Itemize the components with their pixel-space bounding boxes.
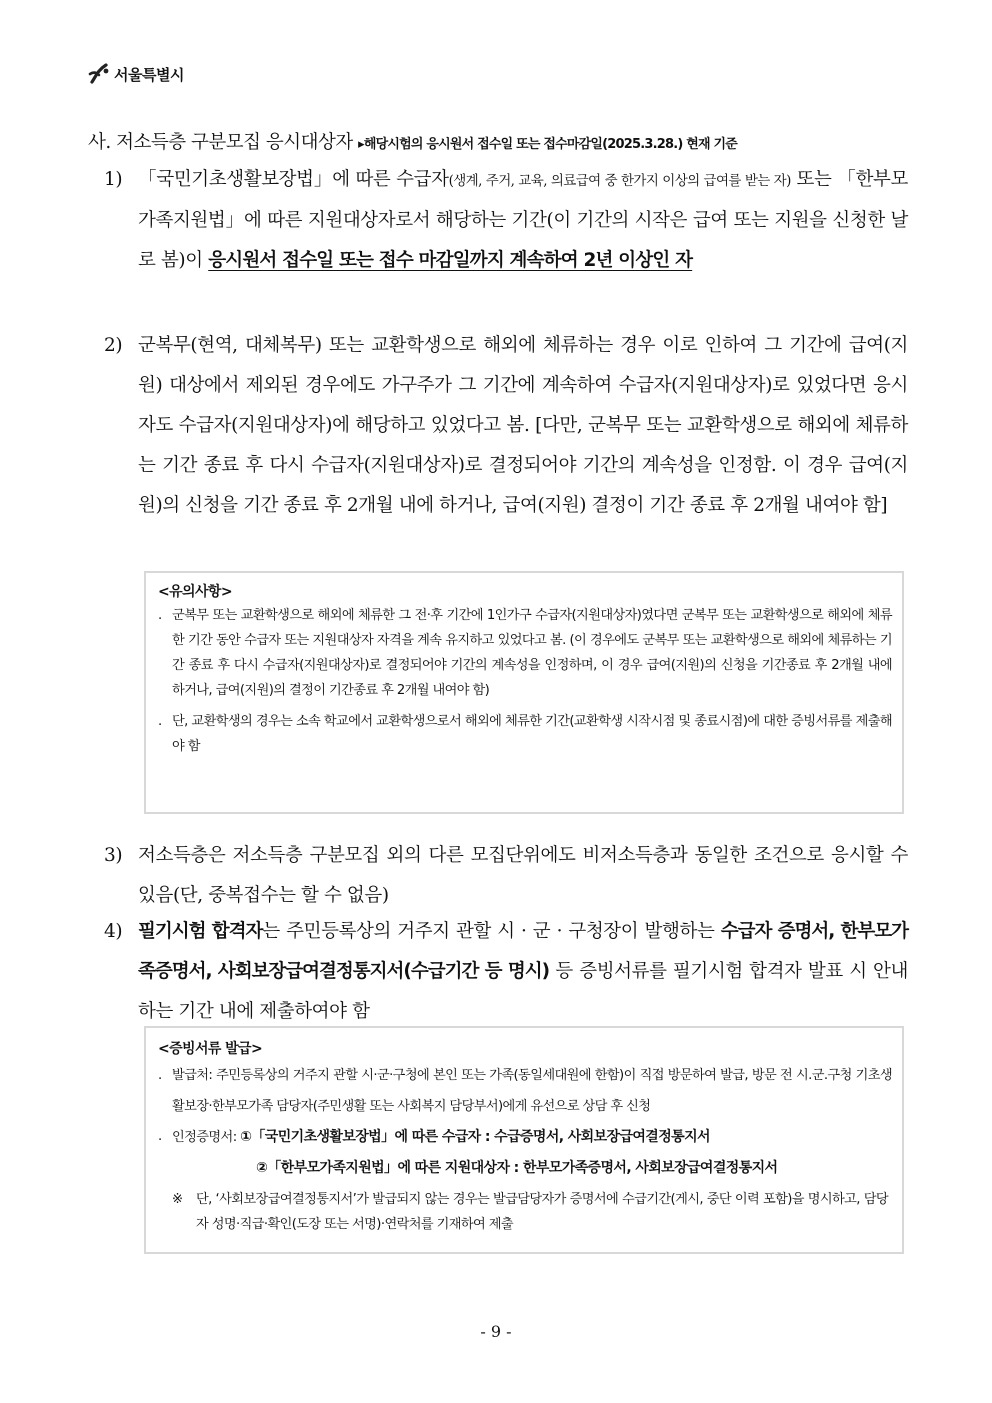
page-number: - 9 - [480, 1322, 512, 1341]
item-emphasis-underline: 응시원서 접수일 또는 접수 마감일까지 계속하여 2년 이상인 자 [208, 250, 693, 271]
item-number: 4) [104, 921, 123, 942]
list-item-1 [104, 160, 908, 281]
certificate-line-2: ②「한부모가족지원법」에 따른 지원대상자 : 한부모가족증명서, 사회보장급여결정통지서 [256, 1160, 778, 1176]
notice-box-title: <유의사항> [158, 584, 232, 600]
notice-box [144, 571, 904, 814]
section-heading [88, 128, 737, 154]
certificate-label: 인정증명서: [172, 1130, 241, 1145]
certificate-remark [146, 1187, 902, 1237]
list-item-2 [104, 326, 908, 526]
certificate-text: 발급처: 주민등록상의 거주지 관할 시·군·구청에 본인 또는 가족(동일세대원에 한함)이 직접 방문하여 발급, 방문 전 시.군.구청 기초생활보장·한부모가족 담당자(주민생활 또는 사회복지 담당부서)에게 유선으로 상담 후 신청 [172, 1068, 892, 1114]
list-item-3 [104, 836, 908, 916]
item-text-small: (생계, 주거, 교육, 의료급여 중 한가지 이상의 급여를 받는 자) [448, 173, 791, 189]
header-logo [88, 62, 184, 86]
logo-text: 서울특별시 [114, 65, 184, 84]
certificate-box [144, 1026, 904, 1254]
bullet: . [158, 1129, 162, 1144]
notice-paragraph [146, 603, 902, 703]
item-emphasis: 수급자 증명서, 한부모가족증명서, 사회보장급여결정통지서(수급기간 등 명시) [138, 921, 908, 982]
item-text: 「국민기초생활보장법」에 따른 수급자 [138, 169, 449, 190]
item-emphasis: 필기시험 합격자 [138, 921, 263, 942]
item-body [138, 912, 908, 1032]
item-text: 등 증빙서류를 필기시험 합격자 발표 시 안내하는 기간 내에 제출하여야 함 [138, 961, 908, 1022]
section-title: 사. 저소득층 구분모집 응시대상자 [88, 132, 353, 153]
remark-text: 단, ‘사회보장급여결정통지서’가 발급되지 않는 경우는 발급담당자가 증명서에 수급기간(게시, 중단 이력 포함)을 명시하고, 담당자 성명·직급·확인(도장 또는 서명)·연락처를 기재하여 제출 [196, 1192, 888, 1232]
item-body: 군복무(현역, 대체복무) 또는 교환학생으로 해외에 체류하는 경우 이로 인하여 그 기간에 급여(지원) 대상에서 제외된 경우에도 가구주가 그 기간에 계속하여 수급자(지원대상자)로 있었다면 응시자도 수급자(지원대상자)에 해당하고 있었다고 봄. [다만, 군복무 또는 교환학생으로 해외에 체류하는 기간 종료 후 다시 수급자(지원대상자)로 결정되어야 기간의 계속성을 인정함. 이 경우 급여(지원)의 신청을 기간 종료 후 2개월 내에 하거나, 급여(지원) 결정이 기간 종료 후 2개월 내여야 함] [138, 335, 908, 516]
item-number: 3) [104, 845, 123, 866]
bullet: . [158, 714, 162, 729]
list-item-4 [104, 912, 908, 1032]
bullet: . [158, 1068, 162, 1083]
seoul-logo-icon [88, 62, 110, 86]
item-text: 는 주민등록상의 거주지 관할 시 · 군 · 구청장이 발행하는 [262, 921, 721, 942]
notice-paragraph [146, 709, 902, 759]
certificate-paragraph [146, 1122, 902, 1183]
item-text: 또는 「한부모가족지원법」에 따른 지원대상자로서 해당하는 기간(이 기간의 시작은 급여 또는 지원을 신청한 날로 봄)이 [138, 169, 908, 271]
remark-mark: ※ [172, 1192, 183, 1207]
item-number: 1) [104, 169, 123, 190]
item-number: 2) [104, 335, 123, 356]
section-note: ▸해당시험의 응시원서 접수일 또는 접수마감일(2025.3.28.) 현재 기준 [358, 137, 738, 152]
item-body: 저소득층은 저소득층 구분모집 외의 다른 모집단위에도 비저소득층과 동일한 조건으로 응시할 수 있음(단, 중복접수는 할 수 없음) [138, 845, 908, 906]
certificate-box-title: <증빙서류 발급> [158, 1041, 263, 1057]
notice-text: 군복무 또는 교환학생으로 해외에 체류한 그 전·후 기간에 1인가구 수급자(지원대상자)였다면 군복무 또는 교환학생으로 해외에 체류한 기간 동안 수급자 또는 지원대상자 자격을 계속 유지하고 있었다고 봄. (이 경우에도 군복무 또는 교환학생으로 해외에 체류하는 기간 종료 후 다시 수급자(지원대상자)로 결정되어야 기간의 계속성을 인정하며, 이 경우 급여(지원)의 신청을 기간종료 후 2개월 내에 하거나, 급여(지원)의 결정이 기간종료 후 2개월 내여야 함) [172, 608, 892, 698]
certificate-paragraph [146, 1060, 902, 1122]
bullet: . [158, 608, 162, 623]
notice-text: 단, 교환학생의 경우는 소속 학교에서 교환학생으로서 해외에 체류한 기간(교환학생 시작시점 및 종료시점)에 대한 증빙서류를 제출해야 함 [172, 714, 892, 754]
certificate-line-1: ①「국민기초생활보장법」에 따른 수급자 : 수급증명서, 사회보장급여결정통지서 [240, 1129, 710, 1145]
item-body [138, 160, 908, 281]
